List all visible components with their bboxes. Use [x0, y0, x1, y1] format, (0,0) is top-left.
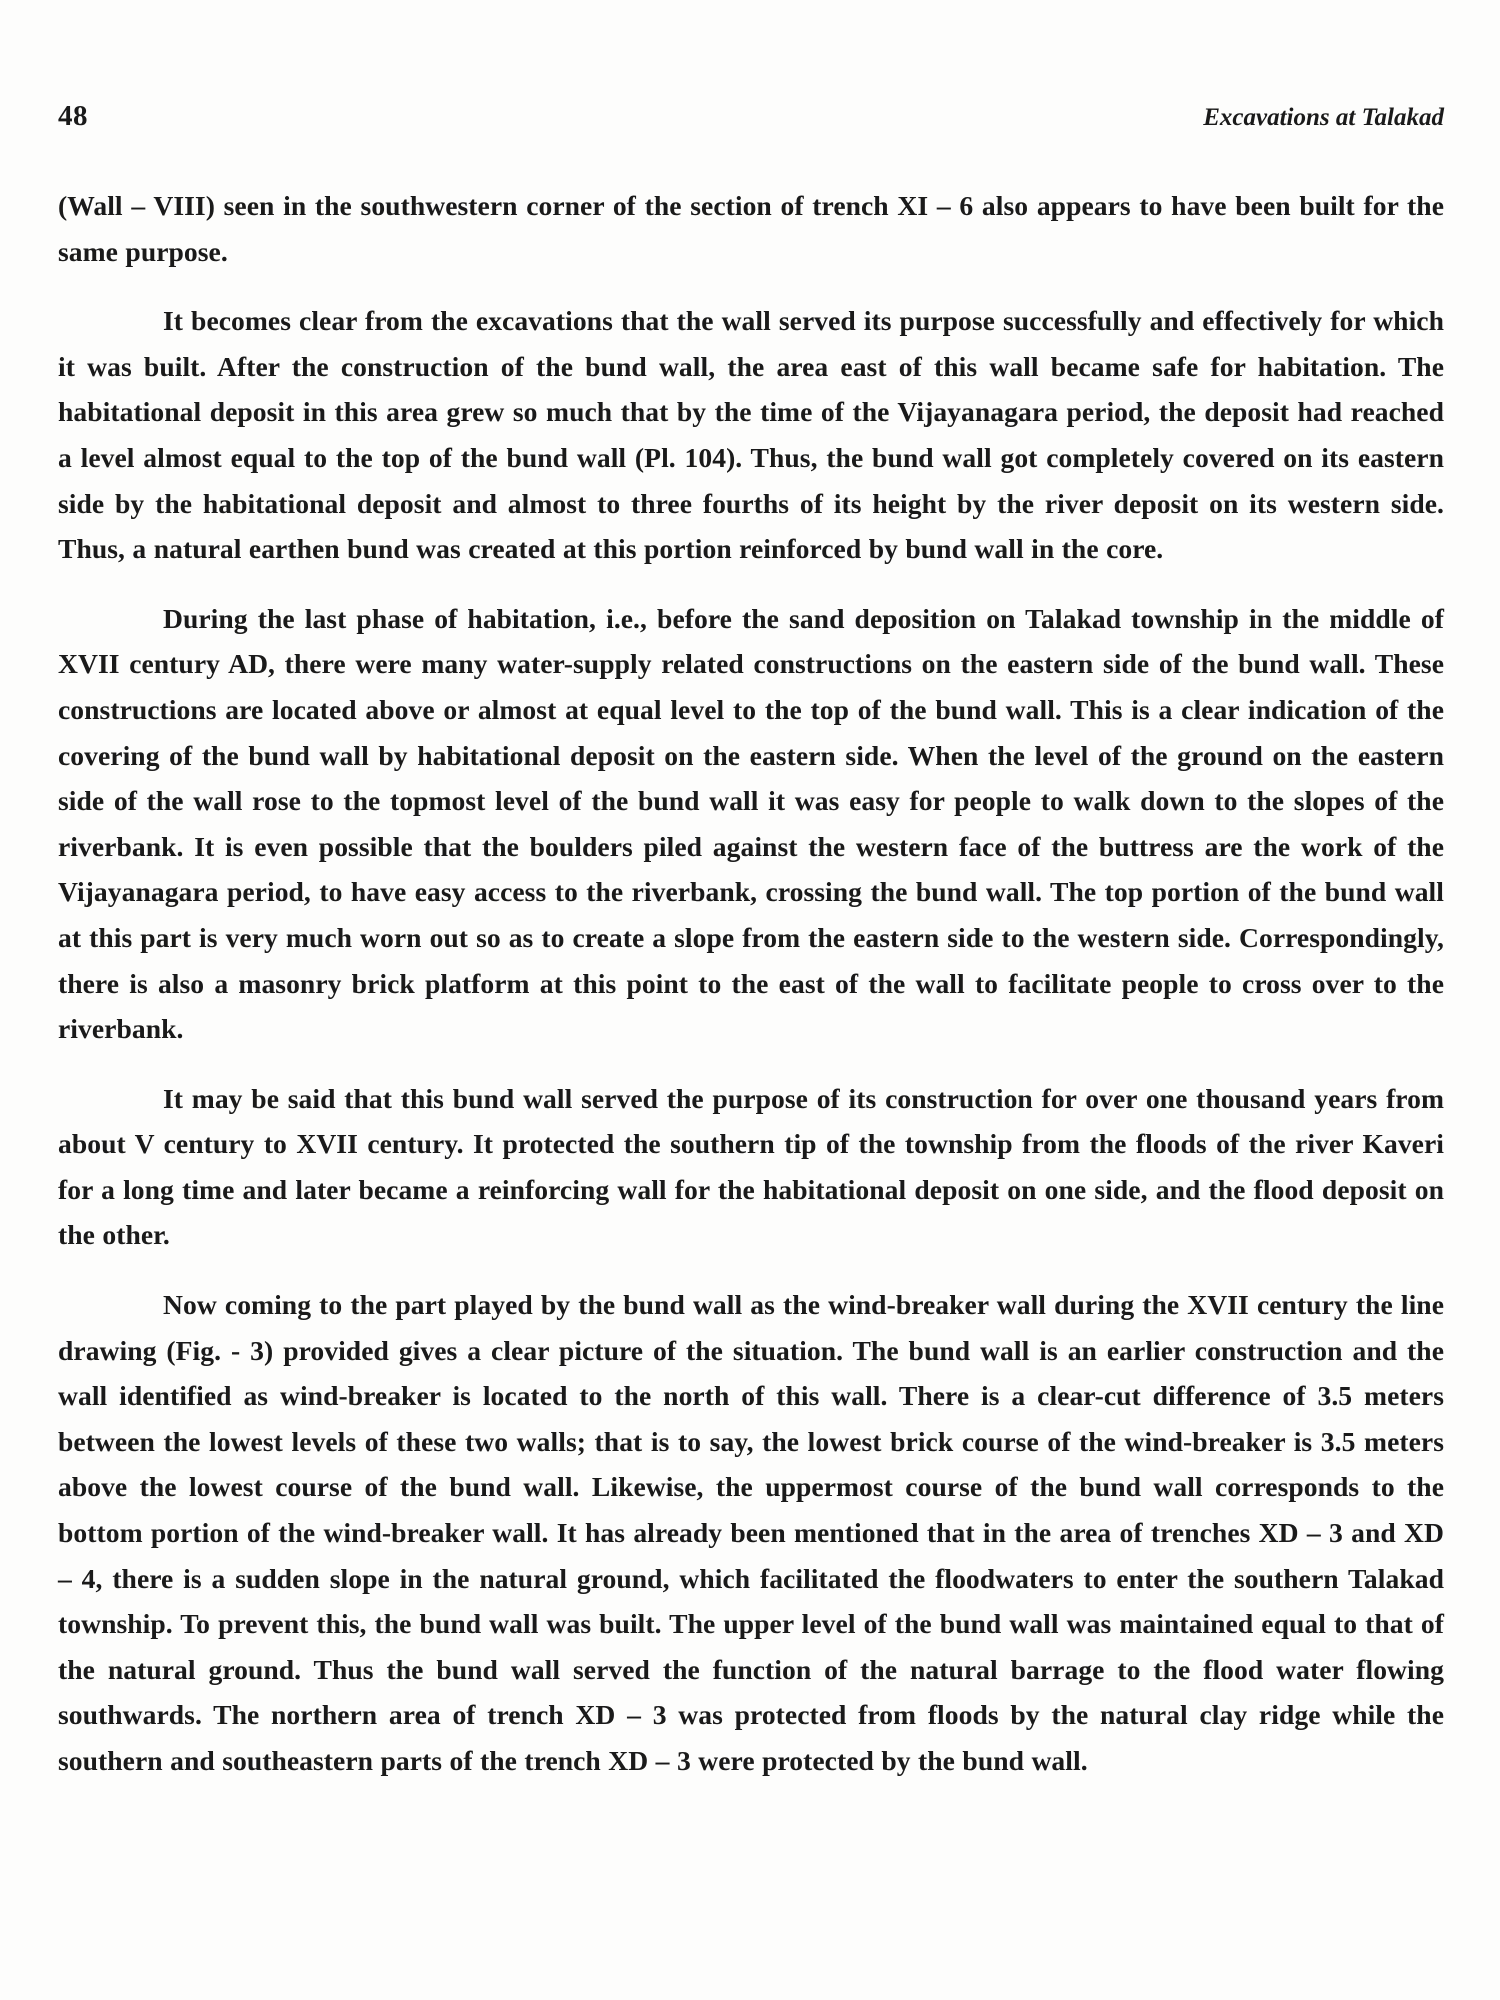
body-text	[58, 183, 1444, 1808]
paragraph-continued: (Wall – VIII) seen in the southwestern corner of the section of trench XI – 6 also appears to have been built for the same purpose.	[58, 190, 1444, 267]
running-head: Excavations at Talakad	[1203, 104, 1444, 131]
paragraph: During the last phase of habitation, i.e., before the sand deposition on Talakad township in the middle of XVII century AD, there were many water-supply related constructions on the eastern side of the bund wall. These constructions are located above or almost at equal level to the top of the bund wall. This is a clear indication of the covering of the bund wall by habitational deposit on the eastern side. When the level of the ground on the eastern side of the wall rose to the topmost level of the bund wall it was easy for people to walk down to the slopes of the riverbank. It is even possible that the boulders piled against the western face of the buttress are the work of the Vijayanagara period, to have easy access to the riverbank, crossing the bund wall. The top portion of the bund wall at this part is very much worn out so as to create a slope from the eastern side to the western side. Correspondingly, there is also a masonry brick platform at this point to the east of the wall to facilitate people to cross over to the riverbank.	[58, 602, 1444, 1045]
page-number: 48	[58, 100, 88, 132]
paragraph: It becomes clear from the excavations that the wall served its purpose successfully and effectively for which it was built. After the construction of the bund wall, the area east of this wall became safe for habitation. The habitational deposit in this area grew so much that by the time of the Vijayanagara period, the deposit had reached a level almost equal to the top of the bund wall (Pl. 104). Thus, the bund wall got completely covered on its eastern side by the habitational deposit and almost to three fourths of its height by the river deposit on its western side. Thus, a natural earthen bund was created at this portion reinforced by bund wall in the core.	[58, 305, 1444, 565]
page-header	[58, 100, 1444, 140]
paragraph: It may be said that this bund wall served the purpose of its construction for over one thousand years from about V century to XVII century. It protected the southern tip of the township from the floods of the river Kaveri for a long time and later became a reinforcing wall for the habitational deposit on one side, and the flood deposit on the other.	[58, 1082, 1444, 1251]
paragraph: Now coming to the part played by the bund wall as the wind-breaker wall during the XVII century the line drawing (Fig. - 3) provided gives a clear picture of the situation. The bund wall is an earlier construction and the wall identified as wind-breaker is located to the north of this wall. There is a clear-cut difference of 3.5 meters between the lowest levels of these two walls; that is to say, the lowest brick course of the wind-breaker is 3.5 meters above the lowest course of the bund wall. Likewise, the uppermost course of the bund wall corresponds to the bottom portion of the wind-breaker wall. It has already been mentioned that in the area of trenches XD – 3 and XD – 4, there is a sudden slope in the natural ground, which facilitated the floodwaters to enter the southern Talakad township. To prevent this, the bund wall was built. The upper level of the bund wall was maintained equal to that of the natural ground. Thus the bund wall served the function of the natural barrage to the flood water flowing southwards. The northern area of trench XD – 3 was protected from floods by the natural clay ridge while the southern and southeastern parts of the trench XD – 3 were protected by the bund wall.	[58, 1289, 1444, 1776]
